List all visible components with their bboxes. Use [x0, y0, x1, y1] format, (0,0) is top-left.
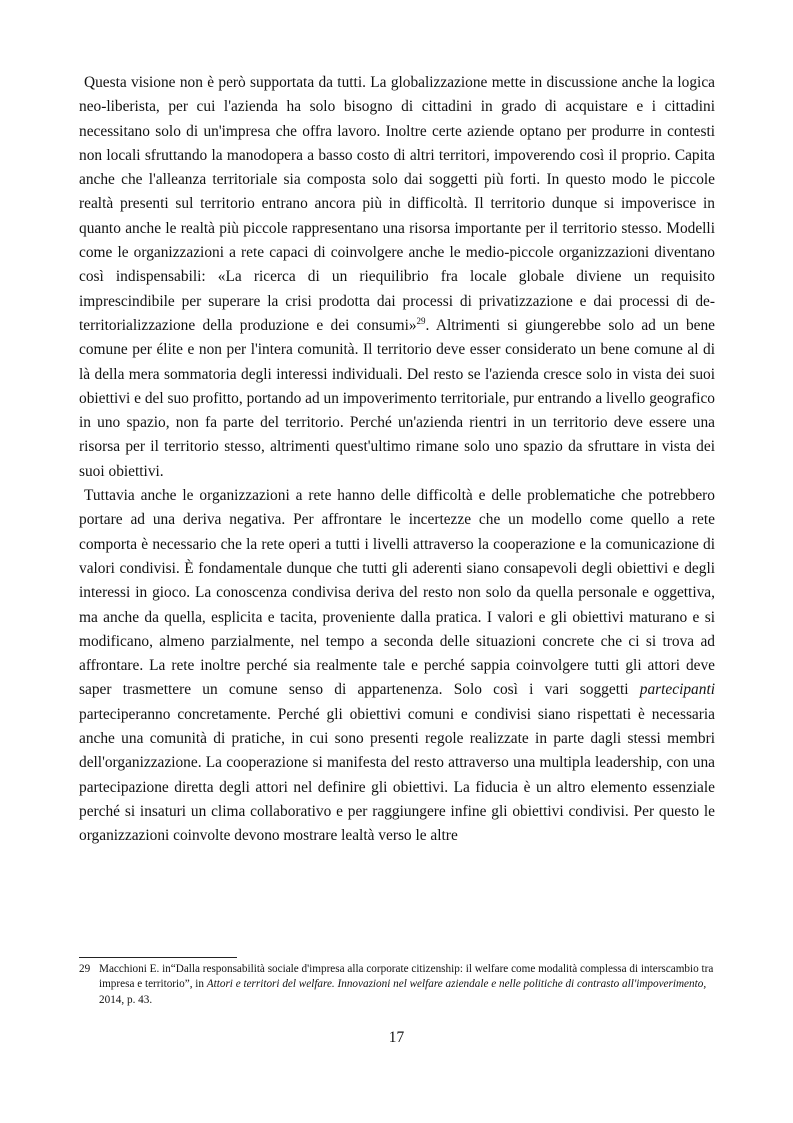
- paragraph-1-text-b: . Altrimenti si giungerebbe solo ad un bene comune per élite e non per l'intera comunità. Il territorio deve esser considerato un bene comune al di là della mera sommatoria degli interessi individuali. Del resto se l'azienda cresce solo in vista dei suoi obiettivi e del suo profitto, portando ad un impoverimento territoriale, pur entrando a livello geografico in uno spazio, non fa parte del territorio. Perché un'azienda rientri in un territorio deve essere una risorsa per il territorio stesso, altrimenti quest'ultimo rimane solo uno spazio da sfruttare in vista dei suoi obiettivi.: [79, 316, 715, 480]
- footnote-separator: [79, 957, 237, 958]
- footnote-italic-title: Attori e territori del welfare. Innovazioni nel welfare aziendale e nelle politiche di contrasto all'impoverimento,: [206, 978, 707, 991]
- paragraph-2: [79, 484, 715, 848]
- paragraph-2-text-a: Tuttavia anche le organizzazioni a rete hanno delle difficoltà e delle problematiche che potrebbero portare ad una deriva negativa. Per affrontare le incertezze che un modello come quello a rete comporta è necessario che la rete operi a tutti i livelli attraverso la cooperazione e la comunicazione di valori condivisi. È fondamentale dunque che tutti gli aderenti siano consapevoli degli obiettivi e degli interessi in gioco. La conoscenza condivisa deriva del resto non solo da quella personale e oggettiva, ma anche da quella, esplicita e tacita, proveniente dalla pratica. I valori e gli obiettivi maturano e si modificano, almeno parzialmente, nel tempo a seconda delle situazioni concrete che ci si trova ad affrontare. La rete inoltre perché sia realmente tale e perché sappia coinvolgere tutti gli attori deve saper trasmettere un comune senso di appartenenza. Solo così i vari soggetti: [79, 487, 715, 699]
- paragraph-2-text-b: parteciperanno concretamente. Perché gli obiettivi comuni e condivisi siano rispettati è necessaria anche una comunità di pratiche, in cui sono presenti regole realizzate in parte dagli stessi membri dell'organizzazione. La cooperazione si manifesta del resto attraverso una multipla leadership, con una partecipazione diretta degli attori nel definire gli obiettivi. La fiducia è un altro elemento essenziale perché si insaturi un clima collaborativo e per raggiungere infine gli obiettivi condivisi. Per questo le organizzazioni coinvolte devono mostrare lealtà verso le altre: [79, 705, 715, 845]
- footnote-text-a: Macchioni E. in“Dalla responsabilità sociale d'impresa alla corporate citizenship: il welfare come modalità complessa di interscambio tra impresa e territorio”, in: [99, 963, 714, 991]
- body-text: [79, 71, 715, 849]
- footnote-number: 29: [79, 963, 91, 975]
- footnote-reference[interactable]: 29: [416, 315, 426, 326]
- footnote-text: [99, 962, 715, 1008]
- paragraph-2-italic: partecipanti: [639, 681, 715, 699]
- paragraph-1-text-a: Questa visione non è però supportata da tutti. La globalizzazione mette in discussione anche la logica neo-liberista, per cui l'azienda ha solo bisogno di cittadini in grado di acquistare e i cittadini necessitano solo di un'impresa che offra lavoro. Inoltre certe aziende optano per produrre in contesti non locali sfruttando la manodopera a basso costo di altri territori, impoverendo così il proprio. Capita anche che l'alleanza territoriale sia composta solo dai soggetti più forti. In questo modo le piccole realtà presenti sul territorio entrano ancora più in difficoltà. Il territorio dunque si impoverisce in quanto anche le realtà più piccole rappresentano una risorsa importante per il territorio stesso. Modelli come le organizzazioni a rete capaci di coinvolgere anche le medio-piccole organizzazioni diventano così indispensabili: «La ricerca di un riequilibrio fra locale globale diviene un requisito imprescindibile per superare la crisi prodotta dai processi di privatizzazione e dai processi di de-territorializzazione della produzione e dei consumi»: [79, 74, 715, 334]
- footnote: [79, 962, 715, 1008]
- paragraph-1: [79, 71, 715, 484]
- page-number: 17: [388, 1029, 405, 1046]
- footnote-text-b: 2014, p. 43.: [99, 993, 153, 1006]
